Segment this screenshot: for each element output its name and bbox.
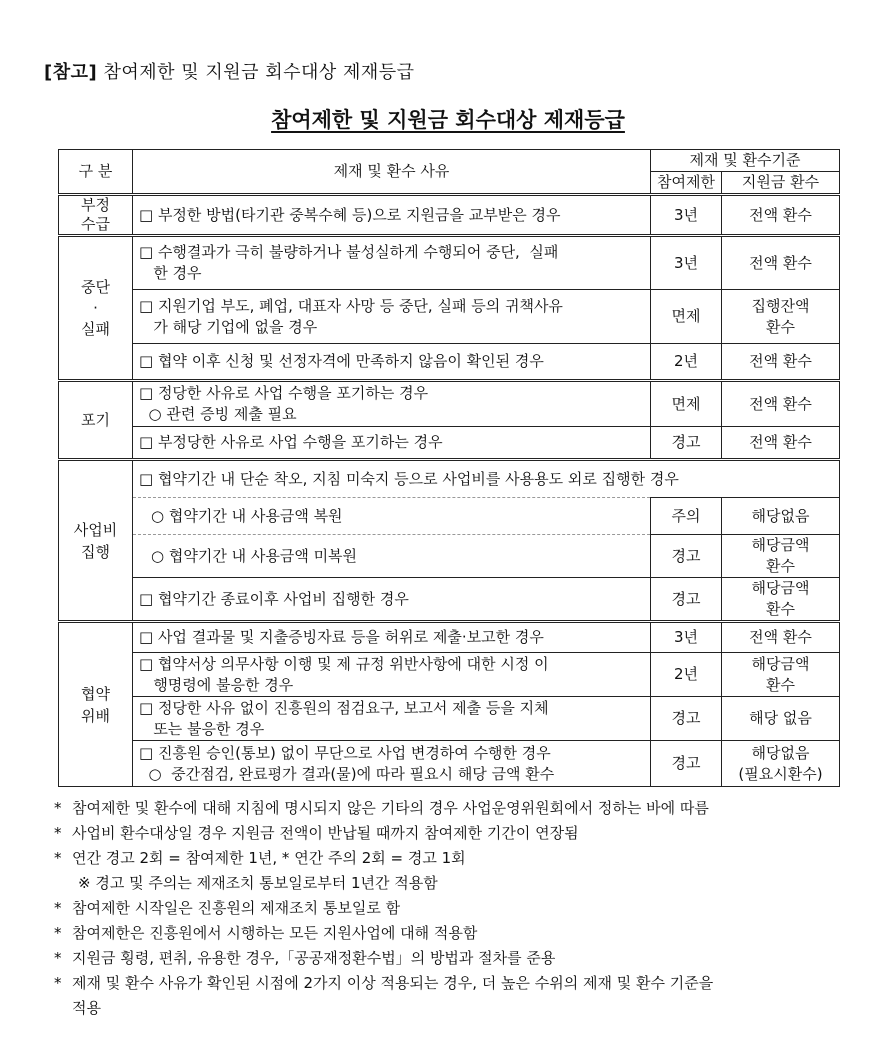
note-bullet: * xyxy=(54,924,62,942)
category-cell: 중단 · 실패 xyxy=(59,236,133,381)
note-bullet: * xyxy=(54,799,62,817)
restriction-cell: 경고 xyxy=(651,427,722,460)
note-text: 사업비 환수대상일 경우 지원금 전액이 반납될 때까지 참여제한 기간이 연장됨 xyxy=(72,824,579,842)
reason-cell: □ 협약 이후 신청 및 선정자격에 만족하지 않음이 확인된 경우 xyxy=(133,344,651,381)
table-row xyxy=(59,697,840,741)
table-row xyxy=(59,195,840,236)
reason-cell: □ 지원기업 부도, 폐업, 대표자 사망 등 중단, 실패 등의 귀책사유 가 해당 기업에 없을 경우 xyxy=(133,290,651,344)
table-row xyxy=(59,578,840,622)
restriction-cell: 면제 xyxy=(651,381,722,427)
note-text: 참여제한 시작일은 진흥원의 제재조치 통보일로 함 xyxy=(72,899,401,917)
table-row xyxy=(59,344,840,381)
table-row xyxy=(59,741,840,787)
note-item xyxy=(54,921,854,946)
reason-cell: ○ 협약기간 내 사용금액 복원 xyxy=(133,498,651,535)
header-refund: 지원금 환수 xyxy=(722,172,840,195)
table-row xyxy=(59,381,840,427)
category-cell: 포기 xyxy=(59,381,133,460)
header-row xyxy=(59,150,840,172)
reason-cell: □ 정당한 사유 없이 진흥원의 점검요구, 보고서 제출 등을 지체 또는 불응한 경우 xyxy=(133,697,651,741)
table-row xyxy=(59,622,840,653)
reason-cell: □ 부정당한 사유로 사업 수행을 포기하는 경우 xyxy=(133,427,651,460)
refund-cell: 해당금액 환수 xyxy=(722,535,840,578)
reason-cell: □ 협약기간 내 단순 착오, 지침 미숙지 등으로 사업비를 사용용도 외로 집행한 경우 xyxy=(133,460,840,498)
note-item xyxy=(54,796,854,821)
restriction-cell: 경고 xyxy=(651,697,722,741)
restriction-cell: 2년 xyxy=(651,653,722,697)
restriction-cell: 경고 xyxy=(651,535,722,578)
category-cell: 사업비 집행 xyxy=(59,460,133,622)
table-row xyxy=(59,427,840,460)
note-bullet: * xyxy=(54,974,62,992)
page-title: 참여제한 및 지원금 회수대상 제재등급 xyxy=(271,108,625,132)
refund-cell: 전액 환수 xyxy=(722,427,840,460)
category-cell: 부정 수급 xyxy=(59,195,133,236)
refund-cell: 전액 환수 xyxy=(722,622,840,653)
reference-text: 참여제한 및 지원금 회수대상 제재등급 xyxy=(97,62,415,83)
note-text: 참여제한 및 환수에 대해 지침에 명시되지 않은 기타의 경우 사업운영위원회에서 정하는 바에 따름 xyxy=(72,799,709,817)
restriction-cell: 3년 xyxy=(651,195,722,236)
reason-cell: □ 수행결과가 극히 불량하거나 불성실하게 수행되어 중단, 실패 한 경우 xyxy=(133,236,651,290)
table-row xyxy=(59,498,840,535)
header-criteria: 제재 및 환수기준 xyxy=(651,150,840,172)
restriction-cell: 2년 xyxy=(651,344,722,381)
header-restriction: 참여제한 xyxy=(651,172,722,195)
refund-cell: 해당없음 xyxy=(722,498,840,535)
refund-cell: 전액 환수 xyxy=(722,344,840,381)
refund-cell: 전액 환수 xyxy=(722,236,840,290)
restriction-cell: 3년 xyxy=(651,622,722,653)
note-text: 연간 경고 2회 = 참여제한 1년, * 연간 주의 2회 = 경고 1회 xyxy=(72,849,466,867)
restriction-cell: 경고 xyxy=(651,741,722,787)
refund-cell: 전액 환수 xyxy=(722,381,840,427)
notes-list xyxy=(54,796,854,1021)
table-row xyxy=(59,653,840,697)
note-item xyxy=(54,821,854,846)
note-subitem xyxy=(54,871,854,896)
note-bullet: * xyxy=(54,899,62,917)
table-row xyxy=(59,290,840,344)
note-bullet: * xyxy=(54,849,62,867)
reason-cell: □ 사업 결과물 및 지출증빙자료 등을 허위로 제출·보고한 경우 xyxy=(133,622,651,653)
reason-cell: □ 부정한 방법(타기관 중복수혜 등)으로 지원금을 교부받은 경우 xyxy=(133,195,651,236)
reason-cell: □ 진흥원 승인(통보) 없이 무단으로 사업 변경하여 수행한 경우 ○ 중간점검, 완료평가 결과(물)에 따라 필요시 해당 금액 환수 xyxy=(133,741,651,787)
restriction-cell: 경고 xyxy=(651,578,722,622)
refund-cell: 해당없음 (필요시환수) xyxy=(722,741,840,787)
refund-cell: 해당금액 환수 xyxy=(722,653,840,697)
table-row xyxy=(59,460,840,498)
note-bullet: * xyxy=(54,949,62,967)
note-item xyxy=(54,946,854,971)
note-text: 제재 및 환수 사유가 확인된 시점에 2가지 이상 적용되는 경우, 더 높은 수위의 제재 및 환수 기준을 적용 xyxy=(72,974,714,1017)
sanction-table xyxy=(58,149,840,787)
restriction-cell: 3년 xyxy=(651,236,722,290)
note-text: 참여제한은 진흥원에서 시행하는 모든 지원사업에 대해 적용함 xyxy=(72,924,478,942)
refund-cell: 전액 환수 xyxy=(722,195,840,236)
note-text: ※ 경고 및 주의는 제재조치 통보일로부터 1년간 적용함 xyxy=(78,874,438,892)
table-row xyxy=(59,535,840,578)
category-cell: 협약 위배 xyxy=(59,622,133,787)
restriction-cell: 면제 xyxy=(651,290,722,344)
note-item xyxy=(54,896,854,921)
reason-cell: ○ 협약기간 내 사용금액 미복원 xyxy=(133,535,651,578)
reference-tag: [참고] xyxy=(44,62,98,83)
refund-cell: 해당 없음 xyxy=(722,697,840,741)
table-row xyxy=(59,236,840,290)
refund-cell: 해당금액 환수 xyxy=(722,578,840,622)
reference-heading xyxy=(44,58,415,84)
reason-cell: □ 정당한 사유로 사업 수행을 포기하는 경우 ○ 관련 증빙 제출 필요 xyxy=(133,381,651,427)
note-item xyxy=(54,971,854,1021)
header-reason: 제재 및 환수 사유 xyxy=(133,150,651,195)
refund-cell: 집행잔액 환수 xyxy=(722,290,840,344)
restriction-cell: 주의 xyxy=(651,498,722,535)
reason-cell: □ 협약기간 종료이후 사업비 집행한 경우 xyxy=(133,578,651,622)
note-bullet: * xyxy=(54,824,62,842)
header-category: 구 분 xyxy=(59,150,133,195)
reason-cell: □ 협약서상 의무사항 이행 및 제 규정 위반사항에 대한 시정 이 행명령에 불응한 경우 xyxy=(133,653,651,697)
note-text: 지원금 횡령, 편취, 유용한 경우,「공공재정환수법」의 방법과 절차를 준용 xyxy=(72,949,556,967)
note-item xyxy=(54,846,854,871)
